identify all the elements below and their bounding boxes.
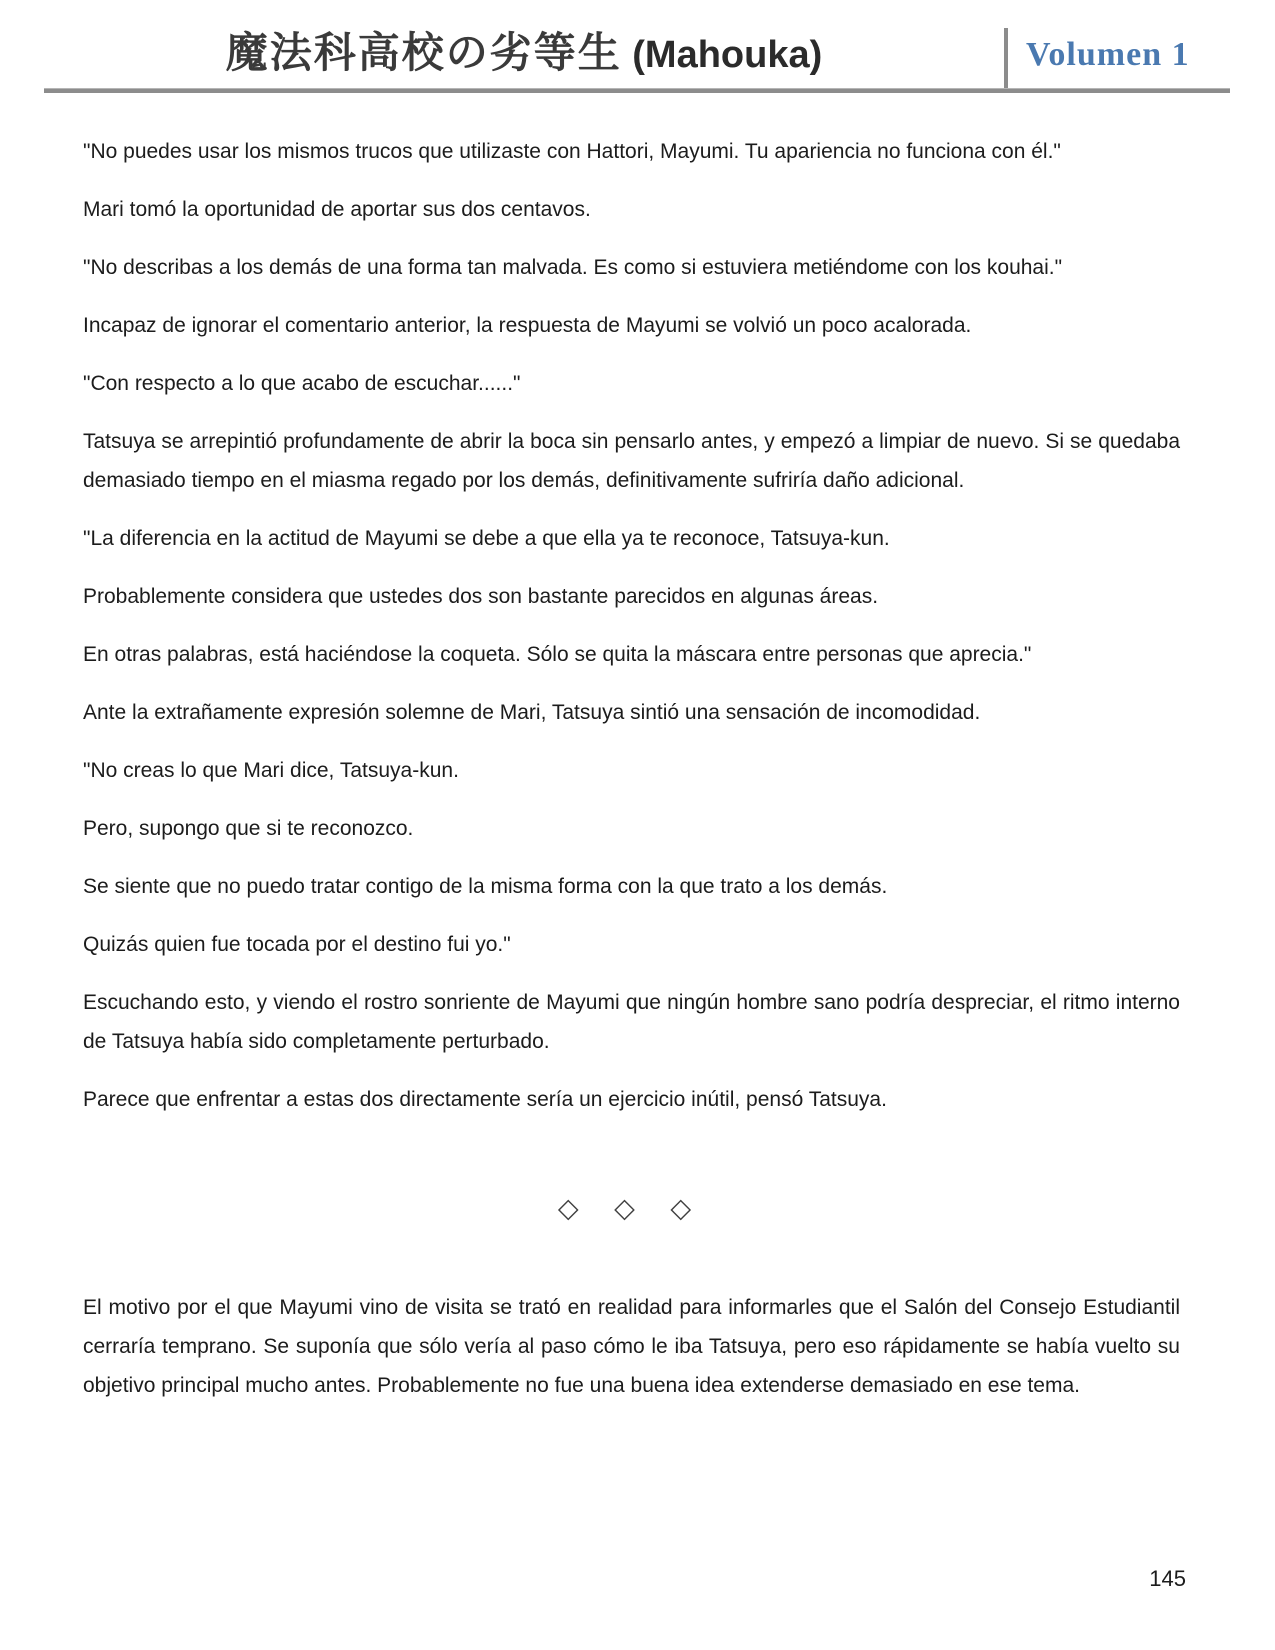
paragraph: Probablemente considera que ustedes dos son bastante parecidos en algunas áreas. — [83, 585, 879, 608]
header-rule — [44, 88, 1230, 93]
page-header — [44, 0, 1230, 93]
paragraph: En otras palabras, está haciéndose la coqueta. Sólo se quita la máscara entre personas que aprecia." — [83, 643, 1032, 666]
paragraph: Incapaz de ignorar el comentario anterior, la respuesta de Mayumi se volvió un poco acalorada. — [83, 314, 972, 337]
paragraph: Parece que enfrentar a estas dos directamente sería un ejercicio inútil, pensó Tatsuya. — [83, 1088, 887, 1111]
volume-area — [1008, 36, 1230, 88]
header-row — [44, 0, 1230, 88]
title-latin: (Mahouka) — [621, 34, 823, 76]
paragraph: Quizás quien fue tocada por el destino fui yo." — [83, 933, 511, 956]
paragraph: El motivo por el que Mayumi vino de visita se trató en realidad para informarles que el Salón del Consejo Estudiantil cerraría temprano. Se suponía que sólo vería al paso cómo le iba Tatsuya, pero eso rápidamente se había vuelto su objetivo principal mucho antes. Probablemente no fue una buena idea extenderse demasiado en ese tema. — [83, 1296, 1180, 1397]
paragraph: Se siente que no puedo tratar contigo de la misma forma con la que trato a los demás. — [83, 875, 888, 898]
page-title — [44, 20, 1004, 88]
paragraph: Ante la extrañamente expresión solemne de Mari, Tatsuya sintió una sensación de incomodidad. — [83, 701, 981, 724]
paragraph: "No describas a los demás de una forma tan malvada. Es como si estuviera metiéndome con los kouhai." — [83, 256, 1063, 279]
page-number: 145 — [1149, 1566, 1186, 1591]
paragraph: Escuchando esto, y viendo el rostro sonriente de Mayumi que ningún hombre sano podría despreciar, el ritmo interno de Tatsuya había sido completamente perturbado. — [83, 991, 1180, 1053]
paragraph: "No creas lo que Mari dice, Tatsuya-kun. — [83, 759, 459, 782]
paragraph: "Con respecto a lo que acabo de escuchar......" — [83, 372, 521, 395]
title-japanese: 魔法科高校の劣等生 — [225, 31, 622, 77]
paragraph: Tatsuya se arrepintió profundamente de abrir la boca sin pensarlo antes, y empezó a limpiar de nuevo. Si se quedaba demasiado tiempo en el miasma regado por los demás, definitivamente sufriría daño adicional. — [83, 430, 1180, 492]
body-text — [83, 132, 1180, 1424]
paragraph: "No puedes usar los mismos trucos que utilizaste con Hattori, Mayumi. Tu apariencia no funciona con él." — [83, 140, 1061, 163]
paragraph: "La diferencia en la actitud de Mayumi se debe a que ella ya te reconoce, Tatsuya-kun. — [83, 527, 890, 550]
volume-label: Volumen 1 — [1026, 36, 1190, 73]
scene-break-diamonds: ◇ ◇ ◇ — [557, 1193, 706, 1223]
paragraph: Pero, supongo que si te reconozco. — [83, 817, 414, 840]
paragraph: Mari tomó la oportunidad de aportar sus dos centavos. — [83, 198, 591, 221]
